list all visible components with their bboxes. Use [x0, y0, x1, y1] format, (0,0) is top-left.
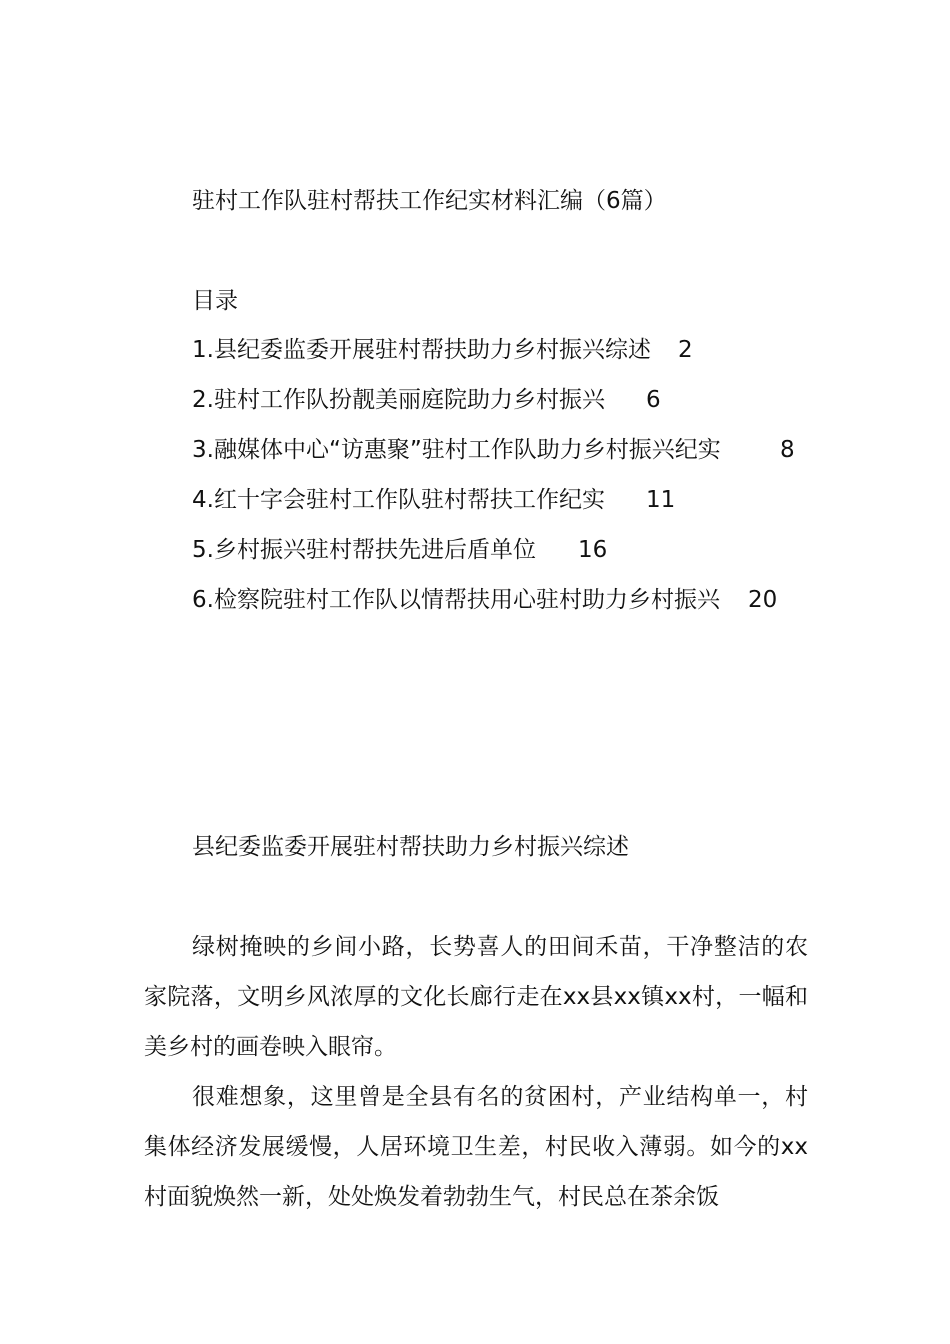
toc-heading: 目录 [192, 288, 238, 314]
toc-item-text: 4.红十字会驻村工作队驻村帮扶工作纪实 [192, 487, 605, 513]
toc-item-text: 1.县纪委监委开展驻村帮扶助力乡村振兴综述 [192, 337, 651, 363]
toc-item-page: 20 [748, 587, 778, 613]
toc-item-page: 11 [646, 487, 676, 513]
toc-item[interactable] [192, 333, 721, 383]
toc-item[interactable] [192, 533, 721, 583]
toc-item[interactable] [192, 483, 721, 533]
toc-item-page: 16 [578, 537, 608, 563]
toc-item-text: 2.驻村工作队扮靓美丽庭院助力乡村振兴 [192, 387, 605, 413]
body-paragraph: 绿树掩映的乡间小路，长势喜人的田间禾苗，干净整洁的农家院落，文明乡风浓厚的文化长廊行走在xx县xx镇xx村，一幅和美乡村的画卷映入眼帘。 [144, 934, 808, 1060]
toc-item[interactable] [192, 583, 778, 633]
toc-item-text: 5.乡村振兴驻村帮扶先进后盾单位 [192, 537, 536, 563]
toc-item[interactable] [192, 433, 795, 483]
table-of-contents [192, 333, 795, 633]
document-title: 驻村工作队驻村帮扶工作纪实材料汇编（6篇） [192, 188, 667, 214]
toc-item[interactable] [192, 383, 721, 433]
body-paragraph: 很难想象，这里曾是全县有名的贫困村，产业结构单一，村集体经济发展缓慢，人居环境卫生差，村民收入薄弱。如今的xx村面貌焕然一新，处处焕发着勃勃生气，村民总在茶余饭 [144, 1084, 808, 1210]
section-title: 县纪委监委开展驻村帮扶助力乡村振兴综述 [192, 834, 629, 860]
toc-item-text: 6.检察院驻村工作队以情帮扶用心驻村助力乡村振兴 [192, 587, 720, 613]
toc-item-page: 2 [678, 337, 693, 363]
toc-item-page: 8 [780, 437, 795, 463]
toc-item-page: 6 [646, 387, 661, 413]
toc-item-text: 3.融媒体中心“访惠聚”驻村工作队助力乡村振兴纪实 [192, 437, 721, 463]
